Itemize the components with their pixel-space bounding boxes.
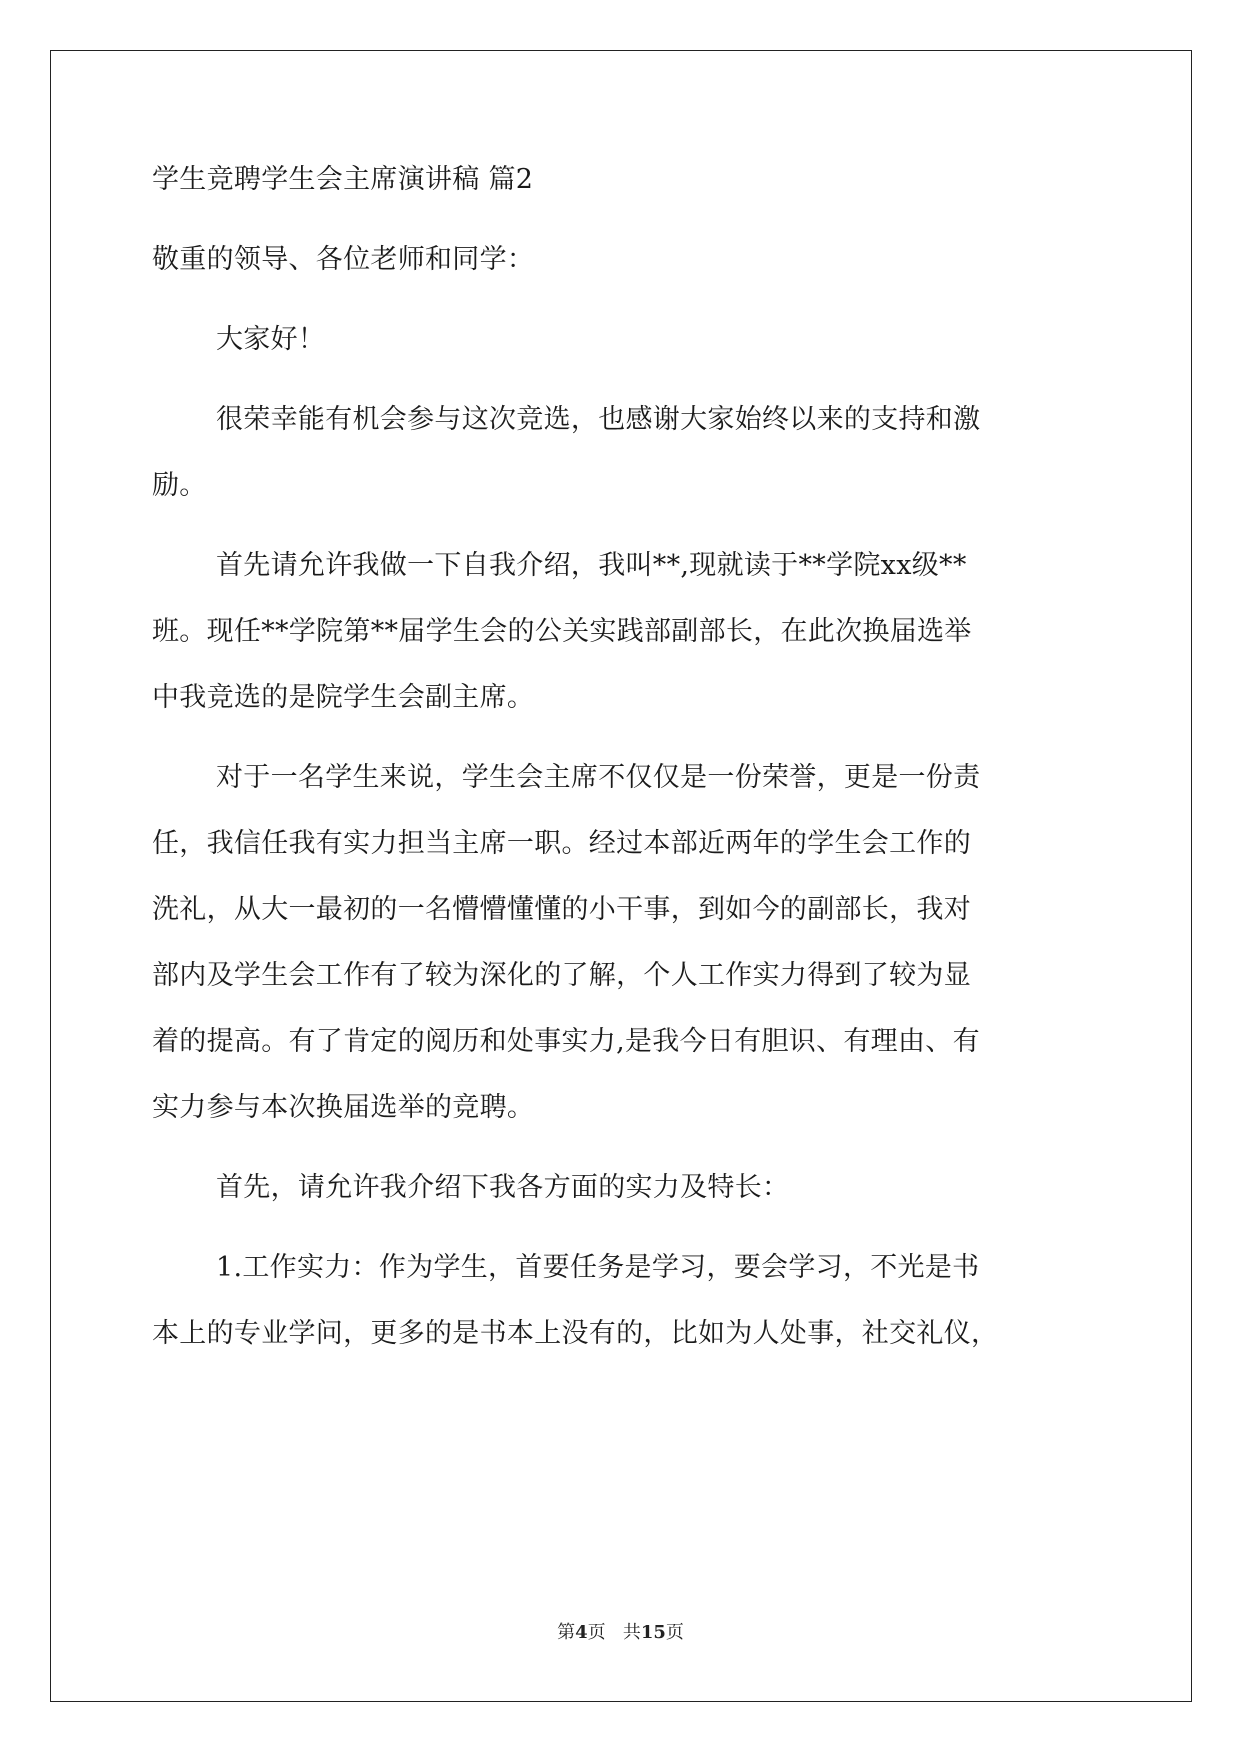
paragraph-line: 着的提高。有了肯定的阅历和处事实力,是我今日有胆识、有理由、有 bbox=[152, 1026, 980, 1057]
paragraph-line: 任，我信任我有实力担当主席一职。经过本部近两年的学生会工作的 bbox=[152, 828, 971, 859]
paragraph-line: 中我竞选的是院学生会副主席。 bbox=[152, 682, 535, 713]
footer-page-number: 4 bbox=[575, 1622, 588, 1643]
paragraph-line: 1.工作实力：作为学生，首要任务是学习，要会学习，不光是书 bbox=[216, 1252, 980, 1283]
paragraph-line: 对于一名学生来说，学生会主席不仅仅是一份荣誉，更是一份责 bbox=[216, 762, 981, 793]
salutation-line: 敬重的领导、各位老师和同学： bbox=[152, 244, 535, 275]
page-footer bbox=[0, 1618, 1241, 1644]
page-border bbox=[50, 50, 1192, 1702]
paragraph-line: 励。 bbox=[152, 470, 207, 501]
paragraph-line: 实力参与本次换届选举的竞聘。 bbox=[152, 1092, 535, 1123]
footer-total-unit: 页 bbox=[665, 1622, 684, 1643]
document-heading: 学生竞聘学生会主席演讲稿 篇2 bbox=[152, 164, 534, 195]
paragraph-line: 首先，请允许我介绍下我各方面的实力及特长： bbox=[216, 1172, 790, 1203]
paragraph-line: 本上的专业学问，更多的是书本上没有的，比如为人处事，社交礼仪， bbox=[152, 1318, 999, 1349]
footer-total-pages: 15 bbox=[640, 1622, 666, 1643]
paragraph-line: 部内及学生会工作有了较为深化的了解，个人工作实力得到了较为显 bbox=[152, 960, 971, 991]
paragraph-line: 很荣幸能有机会参与这次竞选，也感谢大家始终以来的支持和激 bbox=[216, 404, 981, 435]
footer-prefix: 第 bbox=[557, 1622, 576, 1643]
footer-total-prefix: 共 bbox=[622, 1622, 641, 1643]
footer-page-unit: 页 bbox=[587, 1622, 606, 1643]
paragraph-line: 首先请允许我做一下自我介绍，我叫**,现就读于**学院xx级** bbox=[216, 550, 967, 581]
greeting-line: 大家好！ bbox=[216, 324, 326, 355]
paragraph-line: 洗礼，从大一最初的一名懵懵懂懂的小干事，到如今的副部长，我对 bbox=[152, 894, 971, 925]
paragraph-line: 班。现任**学院第**届学生会的公关实践部副部长，在此次换届选举 bbox=[152, 616, 972, 647]
